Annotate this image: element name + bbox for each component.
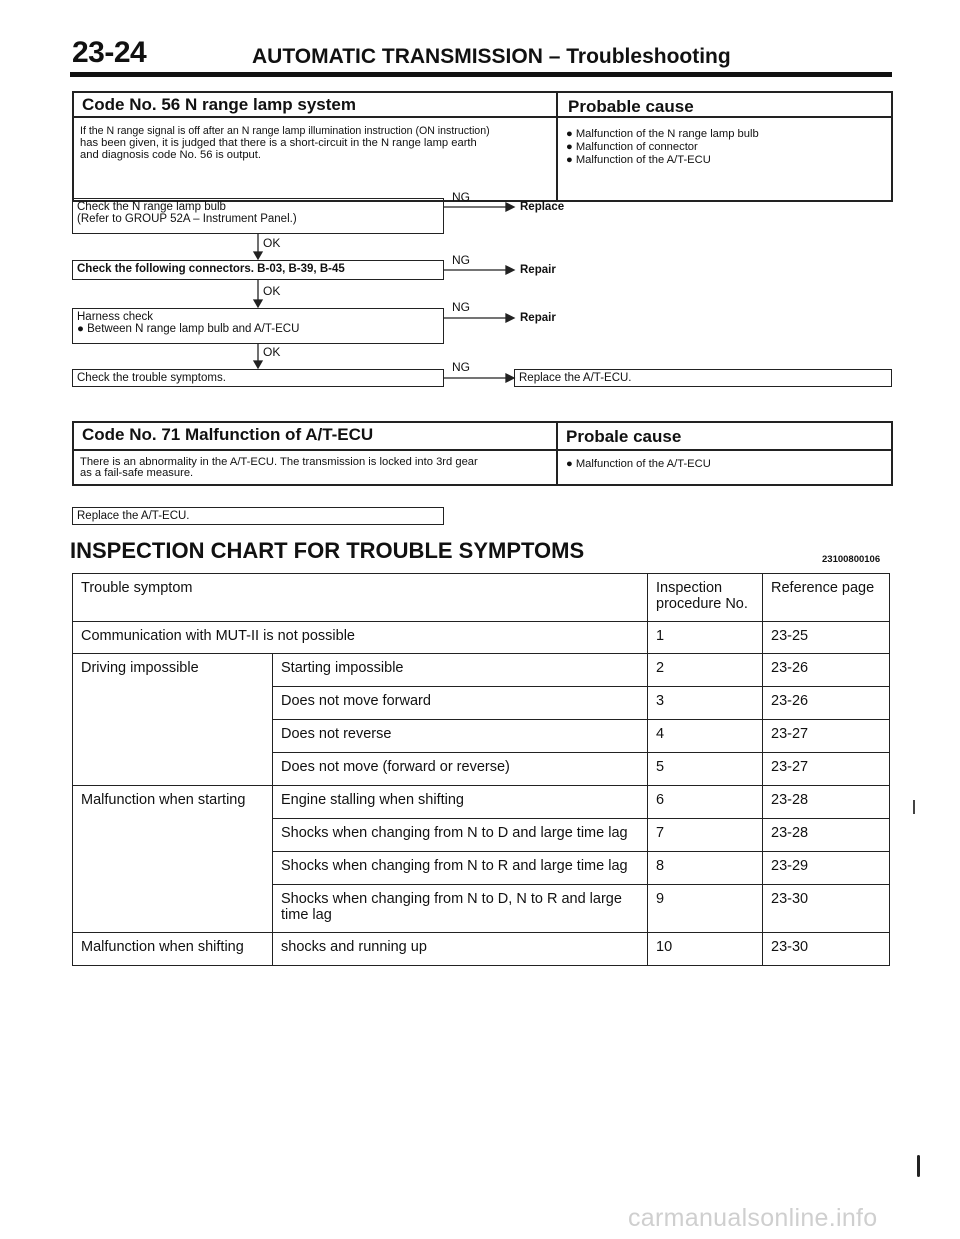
code56-desc-3: and diagnosis code No. 56 is output. (80, 149, 261, 161)
row-9-sub: Shocks when changing from N to D, N to R and large time lag (273, 885, 648, 933)
row-1-proc: 1 (648, 622, 763, 654)
row-10-sub: shocks and running up (273, 933, 648, 966)
flow-step-2-line-1: Check the following connectors. B-03, B-39, B-45 (77, 263, 345, 275)
row-10-ref: 23-30 (763, 933, 890, 966)
flow-ok-2: OK (263, 284, 281, 298)
flow-ok-3: OK (263, 345, 281, 359)
code71-cause-1: ● Malfunction of the A/T-ECU (566, 458, 711, 470)
code56-cause-title: Probable cause (568, 97, 694, 116)
scan-mark-right (913, 800, 915, 814)
flow-step-4-line-1: Check the trouble symptoms. (77, 372, 226, 384)
inspection-table (72, 573, 890, 966)
table-row (73, 622, 890, 654)
row-2-sub: Starting impossible (273, 654, 648, 687)
code56-title: Code No. 56 N range lamp system (82, 95, 356, 114)
code71-cause-title: Probale cause (566, 427, 682, 446)
flow-action-replace: Replace (520, 201, 565, 213)
row-5-sub: Does not move (forward or reverse) (273, 753, 648, 786)
flow-action-replace-ecu-text: Replace the A/T-ECU. (519, 372, 632, 384)
flow-action-repair-1: Repair (520, 264, 556, 276)
code56-desc-1: If the N range signal is off after an N range lamp illumination instruction (ON instruction) (80, 125, 490, 137)
row-5-proc: 5 (648, 753, 763, 786)
table-row (73, 654, 890, 687)
flow-step-3-line-1: Harness check (77, 311, 154, 323)
flow-step-1-line-1: Check the N range lamp bulb (77, 201, 226, 213)
code56-cause-1: ● Malfunction of the N range lamp bulb (566, 128, 759, 140)
row-3-ref: 23-26 (763, 687, 890, 720)
row-8-ref: 23-29 (763, 852, 890, 885)
group-malfunction-starting: Malfunction when starting (73, 786, 273, 933)
code56-cause-3: ● Malfunction of the A/T-ECU (566, 154, 711, 166)
code71-desc-1: There is an abnormality in the A/T-ECU. The transmission is locked into 3rd gear (80, 456, 478, 468)
row-9-ref: 23-30 (763, 885, 890, 933)
watermark: carmanualsonline.info (628, 1204, 878, 1232)
code71-action-box (72, 507, 444, 525)
row-4-proc: 4 (648, 720, 763, 753)
code71-divider (72, 449, 893, 451)
row-5-ref: 23-27 (763, 753, 890, 786)
code71-desc-2: as a fail-safe measure. (80, 467, 194, 479)
flow-connectors (0, 0, 960, 420)
table-row (73, 786, 890, 819)
header-reference: Reference page (763, 574, 890, 622)
row-1-ref: 23-25 (763, 622, 890, 654)
code71-action-text: Replace the A/T-ECU. (77, 510, 190, 522)
group-driving-impossible: Driving impossible (73, 654, 273, 786)
page-number: 23-24 (72, 36, 147, 69)
flow-ng-1: NG (452, 190, 470, 204)
row-3-sub: Does not move forward (273, 687, 648, 720)
flow-ng-4: NG (452, 360, 470, 374)
row-8-proc: 8 (648, 852, 763, 885)
code71-title: Code No. 71 Malfunction of A/T-ECU (82, 425, 374, 444)
row-7-proc: 7 (648, 819, 763, 852)
page-title: AUTOMATIC TRANSMISSION – Troubleshooting (252, 45, 731, 68)
row-6-sub: Engine stalling when shifting (273, 786, 648, 819)
inspection-title: INSPECTION CHART FOR TROUBLE SYMPTOMS (70, 538, 585, 563)
row-4-ref: 23-27 (763, 720, 890, 753)
row-7-sub: Shocks when changing from N to D and large time lag (273, 819, 648, 852)
row-10-proc: 10 (648, 933, 763, 966)
row-4-sub: Does not reverse (273, 720, 648, 753)
inspection-code: 23100800106 (822, 554, 881, 565)
table-row (73, 933, 890, 966)
flow-action-replace-ecu (514, 369, 892, 387)
header-symptom: Trouble symptom (73, 574, 648, 622)
flow-ng-2: NG (452, 253, 470, 267)
scan-mark-bottom (917, 1155, 920, 1177)
row-8-sub: Shocks when changing from N to R and large time lag (273, 852, 648, 885)
row-2-ref: 23-26 (763, 654, 890, 687)
code71-col-divider (556, 421, 558, 486)
row-9-proc: 9 (648, 885, 763, 933)
row-6-ref: 23-28 (763, 786, 890, 819)
code56-desc-2: has been given, it is judged that there is a short-circuit in the N range lamp earth (80, 137, 477, 149)
row-7-ref: 23-28 (763, 819, 890, 852)
code56-cause-2: ● Malfunction of connector (566, 141, 698, 153)
flow-step-1-line-2: (Refer to GROUP 52A – Instrument Panel.) (77, 213, 297, 225)
row-3-proc: 3 (648, 687, 763, 720)
flow-action-repair-2: Repair (520, 312, 556, 324)
flow-ng-3: NG (452, 300, 470, 314)
flow-ok-1: OK (263, 236, 281, 250)
flow-step-3-line-2: ● Between N range lamp bulb and A/T-ECU (77, 323, 300, 335)
table-header-row (73, 574, 890, 622)
group-malfunction-shifting: Malfunction when shifting (73, 933, 273, 966)
row-2-proc: 2 (648, 654, 763, 687)
row-1-symptom: Communication with MUT-II is not possible (73, 622, 648, 654)
row-6-proc: 6 (648, 786, 763, 819)
header-procedure: Inspection procedure No. (648, 574, 763, 622)
